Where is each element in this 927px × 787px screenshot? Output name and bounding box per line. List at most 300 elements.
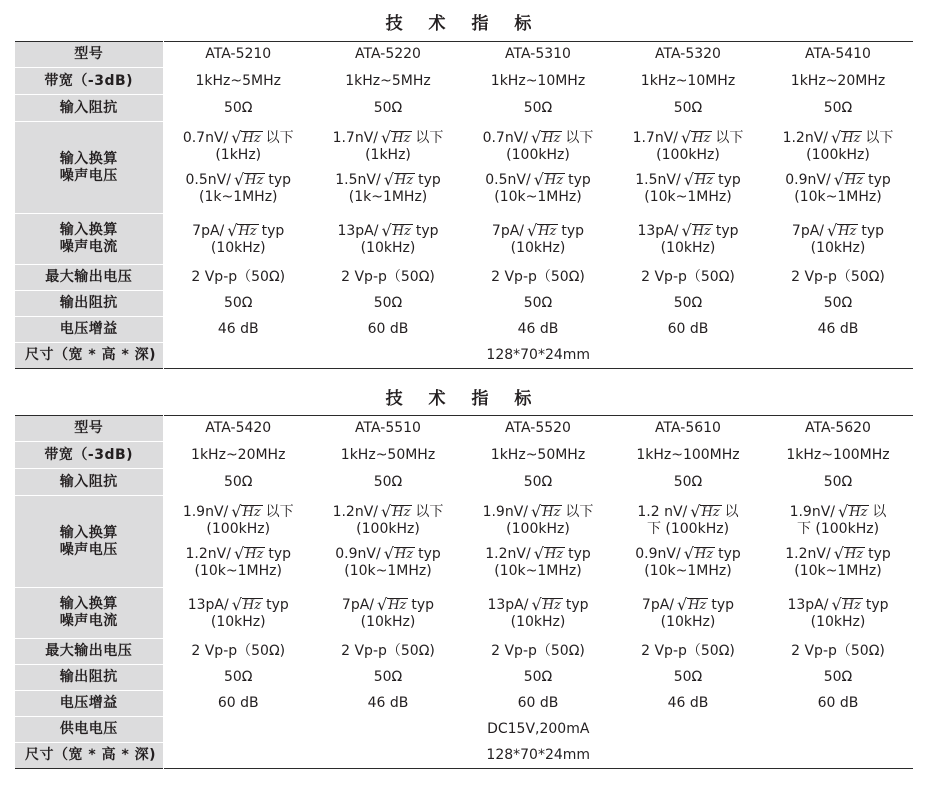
- voltage-gain-cell: 60 dB: [313, 317, 463, 343]
- bandwidth-cell: 1kHz~50MHz: [313, 442, 463, 469]
- row-current-noise: [15, 214, 913, 265]
- noise-value-line: [313, 129, 463, 147]
- noise-qualifier: 以下: [715, 130, 744, 146]
- label-max-output-voltage: 最大输出电压: [15, 639, 163, 665]
- hz-unit: Hz: [238, 223, 257, 239]
- noise-value-line: [463, 503, 613, 521]
- noise-value-line: [313, 171, 463, 189]
- noise-qualifier: typ: [411, 596, 435, 613]
- hz-unit: Hz: [392, 505, 411, 520]
- noise-condition: (10kHz): [510, 239, 566, 256]
- output-impedance-cell: 50Ω: [613, 291, 763, 317]
- input-impedance-cell: 50Ω: [163, 469, 313, 496]
- noise-qualifier: 以下: [415, 504, 444, 520]
- spec-title-1: 技 术 指 标: [385, 14, 542, 34]
- noise-qualifier: typ: [418, 172, 441, 188]
- output-impedance-cell: 50Ω: [463, 291, 613, 317]
- noise-value-line: [763, 503, 913, 521]
- hz-unit: Hz: [242, 597, 262, 613]
- bandwidth-cell: 1kHz~50MHz: [463, 442, 613, 469]
- noise-condition: 下 (100kHz): [796, 521, 880, 537]
- noise-value-line: [613, 503, 763, 521]
- noise-value: 13pA/: [187, 596, 229, 613]
- model-cell: ATA-5410: [763, 42, 913, 68]
- label-voltage-gain: 电压增益: [15, 691, 163, 717]
- max-output-voltage-cell: 2 Vp-p（50Ω): [763, 639, 913, 665]
- noise-qualifier: typ: [718, 546, 741, 562]
- row-voltage-gain: [15, 691, 913, 717]
- noise-condition: (10kHz): [810, 613, 866, 630]
- noise-value: 7pA/: [791, 222, 825, 239]
- noise-value-line: [763, 129, 913, 147]
- noise-value: 1.9nV/: [182, 504, 229, 520]
- voltage-noise-cell: [313, 496, 463, 588]
- noise-value-line: [613, 596, 763, 614]
- voltage-noise-cell: [463, 496, 613, 588]
- noise-qualifier: 以下: [265, 130, 294, 146]
- row-max-output-voltage: [15, 639, 913, 665]
- max-output-voltage-cell: 2 Vp-p（50Ω): [313, 639, 463, 665]
- row-model: [15, 416, 913, 442]
- label-line: 输入换算: [59, 596, 118, 612]
- hz-unit: Hz: [844, 547, 864, 562]
- noise-qualifier: 以下: [565, 504, 594, 520]
- output-impedance-cell: 50Ω: [313, 665, 463, 691]
- input-impedance-cell: 50Ω: [763, 469, 913, 496]
- row-bandwidth: [15, 442, 913, 469]
- noise-value-line: [313, 545, 463, 563]
- max-output-voltage-cell: 2 Vp-p（50Ω): [763, 265, 913, 291]
- noise-condition: (10k~1MHz): [794, 563, 882, 579]
- sqrt-symbol: √: [227, 220, 238, 240]
- row-voltage-noise: [15, 122, 913, 214]
- noise-condition: (1kHz): [215, 147, 262, 163]
- noise-condition: 下 (100kHz): [646, 521, 730, 537]
- noise-condition: (100kHz): [506, 521, 570, 537]
- voltage-gain-cell: 46 dB: [313, 691, 463, 717]
- sqrt-symbol: √: [231, 594, 242, 614]
- noise-value: 13pA/: [787, 596, 829, 613]
- model-cell: ATA-5310: [463, 42, 613, 68]
- input-impedance-cell: 50Ω: [613, 95, 763, 122]
- sqrt-symbol: √: [531, 594, 542, 614]
- hz-unit: Hz: [542, 131, 561, 146]
- noise-value-line: [313, 596, 463, 614]
- model-cell: ATA-5210: [163, 42, 313, 68]
- current-noise-cell: [763, 214, 913, 265]
- noise-qualifier: typ: [715, 222, 739, 239]
- row-model: [15, 42, 913, 68]
- voltage-noise-cell: [763, 122, 913, 214]
- noise-value: 1.7nV/: [632, 130, 679, 146]
- noise-qualifier: typ: [266, 596, 289, 613]
- hz-unit: Hz: [838, 223, 857, 239]
- max-output-voltage-cell: 2 Vp-p（50Ω): [613, 639, 763, 665]
- noise-condition: (100kHz): [506, 147, 570, 163]
- hz-unit: Hz: [242, 505, 261, 520]
- sqrt-symbol: √: [677, 594, 688, 614]
- noise-value-line: [164, 545, 314, 563]
- max-output-voltage-cell: 2 Vp-p（50Ω): [163, 639, 313, 665]
- noise-condition: (10k~1MHz): [344, 563, 432, 579]
- noise-condition: (10kHz): [810, 239, 866, 256]
- power-supply-value: DC15V,200mA: [163, 717, 913, 743]
- sqrt-symbol: √: [381, 128, 392, 147]
- row-dimensions: [15, 343, 913, 369]
- hz-unit: Hz: [392, 223, 411, 239]
- hz-unit: Hz: [544, 547, 564, 562]
- sqrt-symbol: √: [231, 128, 242, 147]
- noise-value-line: [164, 222, 314, 240]
- input-impedance-cell: 50Ω: [613, 469, 763, 496]
- hz-unit: Hz: [692, 223, 711, 239]
- bandwidth-cell: 1kHz~100MHz: [763, 442, 913, 469]
- hz-unit: Hz: [694, 173, 714, 188]
- noise-qualifier: typ: [861, 222, 885, 239]
- current-noise-cell: [313, 214, 463, 265]
- bandwidth-cell: 1kHz~5MHz: [313, 68, 463, 95]
- sqrt-symbol: √: [833, 544, 844, 563]
- noise-value-line: [613, 129, 763, 147]
- sqrt-symbol: √: [531, 128, 542, 147]
- sqrt-symbol: √: [527, 220, 538, 240]
- input-impedance-cell: 50Ω: [163, 95, 313, 122]
- hz-unit: Hz: [849, 505, 868, 520]
- hz-unit: Hz: [701, 505, 720, 520]
- noise-condition: (10k~1MHz): [494, 189, 582, 205]
- noise-value: 1.9nV/: [789, 504, 836, 520]
- noise-condition: (100kHz): [656, 147, 720, 163]
- noise-value-line: [463, 596, 613, 614]
- output-impedance-cell: 50Ω: [313, 291, 463, 317]
- noise-qualifier: typ: [568, 172, 591, 188]
- input-impedance-cell: 50Ω: [313, 469, 463, 496]
- input-impedance-cell: 50Ω: [313, 95, 463, 122]
- row-input-impedance: [15, 469, 913, 496]
- bandwidth-cell: 1kHz~100MHz: [613, 442, 763, 469]
- sqrt-symbol: √: [383, 170, 394, 189]
- max-output-voltage-cell: 2 Vp-p（50Ω): [163, 265, 313, 291]
- voltage-noise-cell: [613, 496, 763, 588]
- noise-value-line: [164, 596, 314, 614]
- row-bandwidth: [15, 68, 913, 95]
- noise-value-line: [463, 171, 613, 189]
- output-impedance-cell: 50Ω: [613, 665, 763, 691]
- bandwidth-cell: 1kHz~10MHz: [463, 68, 613, 95]
- sqrt-symbol: √: [683, 170, 694, 189]
- noise-value: 0.5nV/: [185, 172, 231, 188]
- sqrt-symbol: √: [233, 170, 245, 189]
- noise-condition: (100kHz): [356, 521, 420, 537]
- noise-value-line: [164, 503, 314, 521]
- sqrt-symbol: √: [533, 170, 544, 189]
- label-voltage-noise: [15, 122, 163, 214]
- hz-unit: Hz: [394, 173, 414, 188]
- noise-condition: (10kHz): [210, 613, 266, 630]
- noise-condition: (100kHz): [206, 521, 271, 537]
- noise-value-line: [613, 545, 763, 563]
- hz-unit: Hz: [842, 597, 861, 613]
- hz-unit: Hz: [542, 505, 561, 520]
- noise-value: 13pA/: [337, 222, 379, 239]
- row-input-impedance: [15, 95, 913, 122]
- noise-value-line: [763, 222, 913, 240]
- hz-unit: Hz: [242, 131, 261, 146]
- sqrt-symbol: √: [231, 502, 242, 521]
- noise-value-line: [613, 222, 763, 240]
- noise-qualifier: 以: [872, 504, 887, 520]
- max-output-voltage-cell: 2 Vp-p（50Ω): [613, 265, 763, 291]
- voltage-gain-cell: 60 dB: [163, 691, 313, 717]
- hz-unit: Hz: [394, 547, 414, 562]
- noise-value: 1.2 nV/: [637, 504, 688, 520]
- label-model: 型号: [15, 416, 163, 442]
- row-output-impedance: [15, 665, 913, 691]
- row-voltage-noise: [15, 496, 913, 588]
- noise-qualifier: 以: [724, 504, 739, 520]
- input-impedance-cell: 50Ω: [763, 95, 913, 122]
- current-noise-cell: [613, 588, 763, 639]
- noise-value: 0.7nV/: [482, 130, 529, 146]
- noise-qualifier: typ: [268, 546, 291, 562]
- noise-value-line: [763, 596, 913, 614]
- hz-unit: Hz: [542, 597, 561, 613]
- dimensions-value: 128*70*24mm: [486, 347, 591, 363]
- voltage-noise-cell: [463, 122, 613, 214]
- hz-unit: Hz: [245, 173, 264, 188]
- voltage-gain-cell: 60 dB: [613, 317, 763, 343]
- model-cell: ATA-5620: [763, 416, 913, 442]
- label-voltage-gain: 电压增益: [15, 317, 163, 343]
- hz-unit: Hz: [538, 223, 557, 239]
- noise-value: 13pA/: [637, 222, 679, 239]
- spec-title-2: 技 术 指 标: [385, 389, 542, 409]
- noise-qualifier: typ: [718, 172, 741, 188]
- input-impedance-cell: 50Ω: [463, 469, 613, 496]
- hz-unit: Hz: [692, 131, 711, 146]
- hz-unit: Hz: [694, 547, 714, 562]
- model-cell: ATA-5510: [313, 416, 463, 442]
- label-line: 噪声电压: [59, 541, 118, 558]
- current-noise-cell: [163, 214, 313, 265]
- sqrt-symbol: √: [233, 544, 245, 563]
- row-voltage-gain: [15, 317, 913, 343]
- label-line: 噪声电压: [59, 167, 118, 184]
- noise-qualifier: typ: [865, 596, 889, 613]
- model-cell: ATA-5520: [463, 416, 613, 442]
- label-line: 输入换算: [59, 524, 118, 541]
- noise-value: 1.7nV/: [332, 130, 379, 146]
- noise-condition: (1k~1MHz): [198, 189, 278, 205]
- label-bandwidth: 带宽（-3dB): [15, 442, 163, 469]
- hz-unit: Hz: [544, 173, 564, 188]
- max-output-voltage-cell: 2 Vp-p（50Ω): [463, 639, 613, 665]
- label-dimensions: 尺寸（宽 * 高 * 深): [15, 343, 163, 369]
- sqrt-symbol: √: [381, 220, 392, 240]
- noise-qualifier: typ: [868, 546, 891, 562]
- sqrt-symbol: √: [831, 128, 842, 147]
- label-line: 噪声电流: [59, 239, 118, 255]
- sqrt-symbol: √: [377, 594, 388, 614]
- label-input-impedance: 输入阻抗: [15, 469, 163, 496]
- noise-qualifier: typ: [568, 546, 591, 562]
- max-output-voltage-cell: 2 Vp-p（50Ω): [313, 265, 463, 291]
- bandwidth-cell: 1kHz~10MHz: [613, 68, 763, 95]
- voltage-noise-cell: [613, 122, 763, 214]
- bandwidth-cell: 1kHz~20MHz: [163, 442, 313, 469]
- voltage-noise-cell: [313, 122, 463, 214]
- noise-value-line: [164, 129, 314, 147]
- voltage-gain-cell: 46 dB: [463, 317, 613, 343]
- label-voltage-noise: [15, 496, 163, 588]
- row-max-output-voltage: [15, 265, 913, 291]
- label-output-impedance: 输出阻抗: [15, 291, 163, 317]
- voltage-gain-cell: 46 dB: [163, 317, 313, 343]
- sqrt-symbol: √: [683, 544, 694, 563]
- hz-unit: Hz: [844, 173, 864, 188]
- label-line: 输入换算: [59, 222, 118, 238]
- noise-value: 13pA/: [487, 596, 529, 613]
- hz-unit: Hz: [388, 597, 407, 613]
- noise-value-line: [763, 545, 913, 563]
- label-model: 型号: [15, 42, 163, 68]
- output-impedance-cell: 50Ω: [163, 291, 313, 317]
- sqrt-symbol: √: [827, 220, 838, 240]
- noise-condition: (10kHz): [360, 613, 416, 630]
- label-line: 输入换算: [59, 150, 118, 167]
- noise-value: 1.5nV/: [635, 172, 681, 188]
- sqrt-symbol: √: [381, 502, 392, 521]
- input-impedance-cell: 50Ω: [463, 95, 613, 122]
- voltage-noise-cell: [163, 496, 313, 588]
- hz-unit: Hz: [245, 547, 264, 562]
- noise-qualifier: 以下: [415, 130, 444, 146]
- voltage-gain-cell: 60 dB: [763, 691, 913, 717]
- noise-value: 1.5nV/: [335, 172, 381, 188]
- noise-condition: (10k~1MHz): [644, 189, 732, 205]
- dimensions-value: 128*70*24mm: [486, 747, 591, 763]
- label-input-impedance: 输入阻抗: [15, 95, 163, 122]
- row-output-impedance: [15, 291, 913, 317]
- noise-value: 0.9nV/: [335, 546, 381, 562]
- noise-value: 1.9nV/: [482, 504, 529, 520]
- noise-condition: (10k~1MHz): [644, 563, 732, 579]
- voltage-noise-cell: [163, 122, 313, 214]
- label-max-output-voltage: 最大输出电压: [15, 265, 163, 291]
- bandwidth-cell: 1kHz~5MHz: [163, 68, 313, 95]
- voltage-gain-cell: 46 dB: [763, 317, 913, 343]
- label-current-noise: [15, 214, 163, 265]
- noise-qualifier: typ: [561, 222, 585, 239]
- noise-value: 7pA/: [341, 596, 375, 613]
- sqrt-symbol: √: [690, 502, 701, 521]
- noise-value-line: [164, 171, 314, 189]
- current-noise-cell: [313, 588, 463, 639]
- noise-condition: (1k~1MHz): [348, 189, 428, 205]
- noise-value: 1.2nV/: [332, 504, 379, 520]
- noise-value-line: [763, 171, 913, 189]
- output-impedance-cell: 50Ω: [163, 665, 313, 691]
- noise-condition: (10k~1MHz): [794, 189, 882, 205]
- noise-qualifier: typ: [565, 596, 589, 613]
- model-cell: ATA-5320: [613, 42, 763, 68]
- voltage-gain-cell: 60 dB: [463, 691, 613, 717]
- noise-value-line: [313, 503, 463, 521]
- noise-qualifier: typ: [415, 222, 439, 239]
- max-output-voltage-cell: 2 Vp-p（50Ω): [463, 265, 613, 291]
- noise-qualifier: 以下: [865, 130, 894, 146]
- noise-condition: (10kHz): [510, 613, 566, 630]
- noise-value: 1.2nV/: [785, 546, 831, 562]
- noise-condition: (10kHz): [360, 239, 416, 256]
- spec-table-2: [15, 415, 913, 769]
- model-cell: ATA-5420: [163, 416, 313, 442]
- noise-value-line: [463, 545, 613, 563]
- current-noise-cell: [163, 588, 313, 639]
- current-noise-cell: [763, 588, 913, 639]
- label-current-noise: [15, 588, 163, 639]
- row-current-noise: [15, 588, 913, 639]
- current-noise-cell: [463, 588, 613, 639]
- label-output-impedance: 输出阻抗: [15, 665, 163, 691]
- noise-value-line: [463, 129, 613, 147]
- noise-condition: (10k~1MHz): [194, 563, 282, 579]
- sqrt-symbol: √: [533, 544, 544, 563]
- noise-value: 0.9nV/: [785, 172, 831, 188]
- current-noise-cell: [463, 214, 613, 265]
- noise-condition: (10kHz): [660, 613, 716, 630]
- bandwidth-cell: 1kHz~20MHz: [763, 68, 913, 95]
- noise-condition: (10k~1MHz): [494, 563, 582, 579]
- sqrt-symbol: √: [531, 502, 542, 521]
- noise-qualifier: typ: [868, 172, 891, 188]
- noise-value: 1.2nV/: [185, 546, 231, 562]
- noise-value: 7pA/: [641, 596, 675, 613]
- sqrt-symbol: √: [831, 594, 842, 614]
- hz-unit: Hz: [392, 131, 411, 146]
- output-impedance-cell: 50Ω: [763, 291, 913, 317]
- noise-qualifier: typ: [418, 546, 441, 562]
- row-dimensions: [15, 743, 913, 769]
- label-line: 噪声电流: [59, 613, 118, 629]
- hz-unit: Hz: [688, 597, 707, 613]
- output-impedance-cell: 50Ω: [463, 665, 613, 691]
- noise-value: 7pA/: [491, 222, 525, 239]
- noise-value: 1.2nV/: [485, 546, 531, 562]
- sqrt-symbol: √: [383, 544, 394, 563]
- noise-value: 1.2nV/: [782, 130, 829, 146]
- noise-qualifier: 以下: [565, 130, 594, 146]
- row-power-supply: [15, 717, 913, 743]
- model-cell: ATA-5220: [313, 42, 463, 68]
- sqrt-symbol: √: [681, 128, 692, 147]
- sqrt-symbol: √: [681, 220, 692, 240]
- noise-qualifier: typ: [268, 172, 291, 188]
- sqrt-symbol: √: [833, 170, 844, 189]
- noise-value: 0.7nV/: [182, 130, 229, 146]
- hz-unit: Hz: [842, 131, 861, 146]
- noise-condition: (10kHz): [660, 239, 716, 256]
- noise-value-line: [613, 171, 763, 189]
- current-noise-cell: [613, 214, 763, 265]
- noise-qualifier: 以下: [265, 504, 294, 520]
- noise-condition: (100kHz): [806, 147, 870, 163]
- noise-value-line: [313, 222, 463, 240]
- model-cell: ATA-5610: [613, 416, 763, 442]
- spec-table-1: [15, 41, 913, 369]
- noise-condition: (1kHz): [365, 147, 411, 163]
- sqrt-symbol: √: [838, 502, 849, 521]
